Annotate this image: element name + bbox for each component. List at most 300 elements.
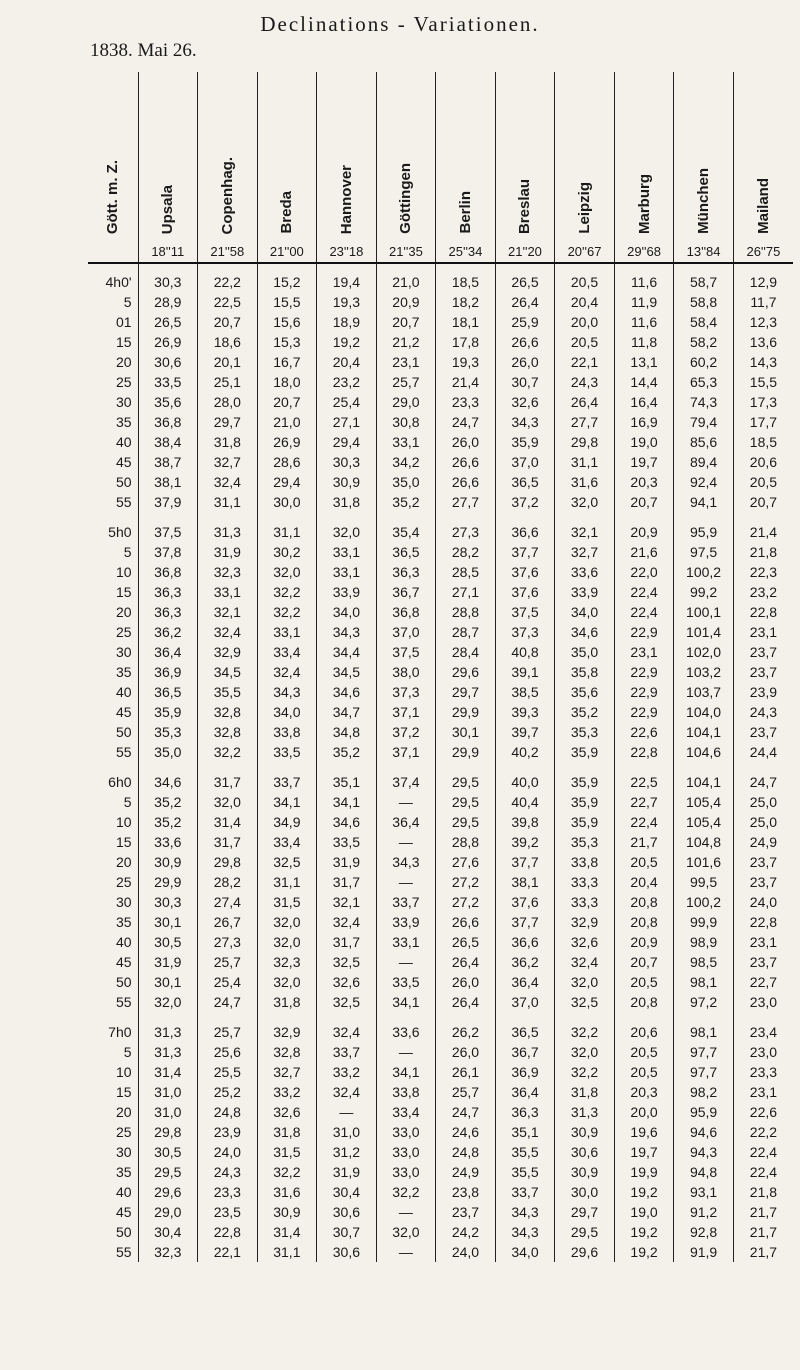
- value-cell: 31,2: [317, 1142, 377, 1162]
- value-cell: 18,9: [317, 312, 377, 332]
- time-cell: 20: [115, 854, 132, 870]
- value-cell: 32,8: [257, 1042, 317, 1062]
- value-cell: 32,0: [198, 792, 258, 812]
- value-cell: 35,2: [376, 492, 436, 512]
- value-cell: —: [376, 1202, 436, 1222]
- value-cell: 23,9: [733, 682, 793, 702]
- time-cell: 20: [115, 604, 132, 620]
- value-cell: 27,7: [436, 492, 496, 512]
- value-cell: 14,3: [733, 352, 793, 372]
- table-row: [88, 452, 793, 472]
- value-cell: 22,7: [733, 972, 793, 992]
- value-cell: 26,9: [257, 432, 317, 452]
- value-cell: 32,4: [555, 952, 615, 972]
- value-cell: 104,6: [674, 742, 734, 762]
- value-cell: 24,7: [198, 992, 258, 1012]
- value-cell: 17,8: [436, 332, 496, 352]
- time-cell: 5: [123, 1044, 132, 1060]
- value-cell: 19,2: [614, 1242, 674, 1262]
- value-cell: 35,6: [555, 682, 615, 702]
- time-cell: 30: [115, 1144, 132, 1160]
- value-cell: 23,7: [733, 852, 793, 872]
- value-cell: 35,3: [555, 832, 615, 852]
- time-cell: 45: [115, 704, 132, 720]
- value-cell: 32,2: [555, 1012, 615, 1042]
- value-cell: 31,1: [257, 1242, 317, 1262]
- column-header: [614, 72, 674, 263]
- value-cell: 36,9: [138, 662, 198, 682]
- value-cell: 22,1: [198, 1242, 258, 1262]
- table-row: [88, 762, 793, 792]
- value-cell: 33,8: [257, 722, 317, 742]
- value-cell: 32,4: [198, 622, 258, 642]
- value-cell: 23,0: [733, 1042, 793, 1062]
- value-cell: 36,7: [376, 582, 436, 602]
- column-name: Gött. m. Z.: [104, 159, 122, 234]
- value-cell: 28,6: [257, 452, 317, 472]
- value-cell: 20,7: [198, 312, 258, 332]
- value-cell: 36,8: [138, 562, 198, 582]
- value-cell: 37,0: [495, 992, 555, 1012]
- value-cell: 36,5: [495, 472, 555, 492]
- value-cell: 23,7: [436, 1202, 496, 1222]
- table-row: [88, 332, 793, 352]
- value-cell: 32,5: [257, 852, 317, 872]
- value-cell: 58,2: [674, 332, 734, 352]
- value-cell: 37,6: [495, 582, 555, 602]
- value-cell: 22,2: [733, 1122, 793, 1142]
- value-cell: 30,6: [555, 1142, 615, 1162]
- value-cell: 101,6: [674, 852, 734, 872]
- value-cell: 18,5: [733, 432, 793, 452]
- value-cell: 32,4: [198, 472, 258, 492]
- value-cell: 34,6: [317, 812, 377, 832]
- table-row: [88, 872, 793, 892]
- value-cell: 38,0: [376, 662, 436, 682]
- value-cell: 26,4: [555, 392, 615, 412]
- value-cell: 31,3: [138, 1012, 198, 1042]
- time-cell: 40: [115, 934, 132, 950]
- value-cell: 32,4: [317, 912, 377, 932]
- value-cell: 22,4: [614, 812, 674, 832]
- value-cell: 35,6: [138, 392, 198, 412]
- column-name: Breda: [278, 191, 296, 234]
- value-cell: 32,0: [257, 932, 317, 952]
- value-cell: 32,0: [555, 492, 615, 512]
- value-cell: 31,6: [257, 1182, 317, 1202]
- value-cell: 20,0: [614, 1102, 674, 1122]
- value-cell: 35,2: [555, 702, 615, 722]
- value-cell: 35,0: [376, 472, 436, 492]
- value-cell: 24,2: [436, 1222, 496, 1242]
- value-cell: 37,3: [376, 682, 436, 702]
- value-cell: 26,6: [436, 912, 496, 932]
- value-cell: 32,5: [317, 952, 377, 972]
- value-cell: 12,3: [733, 312, 793, 332]
- value-cell: 31,8: [555, 1082, 615, 1102]
- value-cell: 29,5: [436, 762, 496, 792]
- value-cell: 31,5: [257, 1142, 317, 1162]
- value-cell: 33,8: [376, 1082, 436, 1102]
- value-cell: 19,4: [317, 263, 377, 292]
- value-cell: 95,9: [674, 1102, 734, 1122]
- value-cell: 27,2: [436, 892, 496, 912]
- table-row: [88, 372, 793, 392]
- value-cell: 30,7: [495, 372, 555, 392]
- value-cell: 17,3: [733, 392, 793, 412]
- value-cell: 31,0: [317, 1122, 377, 1142]
- value-cell: 21,0: [257, 412, 317, 432]
- table-row: [88, 1042, 793, 1062]
- value-cell: 11,9: [614, 292, 674, 312]
- value-cell: 31,1: [257, 872, 317, 892]
- value-cell: 34,7: [317, 702, 377, 722]
- value-cell: 34,1: [376, 992, 436, 1012]
- time-cell: 10: [115, 564, 132, 580]
- value-cell: 34,6: [138, 762, 198, 792]
- value-cell: 100,1: [674, 602, 734, 622]
- value-cell: 24,9: [436, 1162, 496, 1182]
- value-cell: 22,9: [614, 662, 674, 682]
- value-cell: 102,0: [674, 642, 734, 662]
- value-cell: 98,5: [674, 952, 734, 972]
- value-cell: 23,2: [317, 372, 377, 392]
- value-cell: 15,5: [257, 292, 317, 312]
- value-cell: 58,8: [674, 292, 734, 312]
- time-cell: 50: [115, 974, 132, 990]
- value-cell: 36,4: [138, 642, 198, 662]
- value-cell: 25,2: [198, 1082, 258, 1102]
- table-row: [88, 492, 793, 512]
- value-cell: 36,3: [495, 1102, 555, 1122]
- column-offset: 21''00: [269, 244, 304, 259]
- value-cell: —: [376, 1242, 436, 1262]
- value-cell: 25,4: [198, 972, 258, 992]
- value-cell: 36,7: [495, 1042, 555, 1062]
- time-cell: 50: [115, 724, 132, 740]
- value-cell: 40,0: [495, 762, 555, 792]
- column-name: Göttingen: [397, 163, 415, 234]
- value-cell: 32,3: [138, 1242, 198, 1262]
- value-cell: 30,3: [317, 452, 377, 472]
- value-cell: 22,8: [614, 742, 674, 762]
- value-cell: 24,6: [436, 1122, 496, 1142]
- value-cell: 39,1: [495, 662, 555, 682]
- value-cell: 85,6: [674, 432, 734, 452]
- value-cell: 33,1: [376, 932, 436, 952]
- value-cell: 31,9: [198, 542, 258, 562]
- value-cell: 33,1: [317, 542, 377, 562]
- value-cell: 14,4: [614, 372, 674, 392]
- value-cell: 99,2: [674, 582, 734, 602]
- value-cell: 35,3: [138, 722, 198, 742]
- value-cell: 37,2: [495, 492, 555, 512]
- value-cell: 29,7: [436, 682, 496, 702]
- value-cell: 20,0: [555, 312, 615, 332]
- value-cell: 20,7: [376, 312, 436, 332]
- value-cell: 93,1: [674, 1182, 734, 1202]
- table-row: [88, 972, 793, 992]
- value-cell: 25,0: [733, 792, 793, 812]
- value-cell: 24,7: [733, 762, 793, 792]
- value-cell: 21,7: [733, 1222, 793, 1242]
- value-cell: 31,3: [198, 512, 258, 542]
- value-cell: 33,5: [138, 372, 198, 392]
- value-cell: 34,1: [376, 1062, 436, 1082]
- value-cell: 22,6: [614, 722, 674, 742]
- value-cell: 15,2: [257, 263, 317, 292]
- value-cell: 21,7: [733, 1202, 793, 1222]
- value-cell: 33,4: [257, 642, 317, 662]
- column-name: München: [695, 168, 713, 234]
- time-cell: 20: [115, 354, 132, 370]
- value-cell: 36,6: [495, 932, 555, 952]
- value-cell: 104,8: [674, 832, 734, 852]
- value-cell: 34,6: [555, 622, 615, 642]
- value-cell: 35,9: [495, 432, 555, 452]
- table-row: [88, 682, 793, 702]
- value-cell: 35,5: [198, 682, 258, 702]
- column-offset: 20''67: [567, 244, 602, 259]
- time-cell: 4h0': [105, 274, 132, 290]
- value-cell: 32,0: [138, 992, 198, 1012]
- value-cell: 26,0: [436, 972, 496, 992]
- value-cell: 35,9: [555, 762, 615, 792]
- value-cell: 39,8: [495, 812, 555, 832]
- value-cell: 15,6: [257, 312, 317, 332]
- value-cell: 24,8: [198, 1102, 258, 1122]
- value-cell: 32,1: [198, 602, 258, 622]
- value-cell: 97,7: [674, 1062, 734, 1082]
- value-cell: 23,8: [436, 1182, 496, 1202]
- value-cell: 29,6: [555, 1242, 615, 1262]
- value-cell: 37,6: [495, 892, 555, 912]
- value-cell: 32,6: [495, 392, 555, 412]
- table-row: [88, 1012, 793, 1042]
- table-row: [88, 892, 793, 912]
- value-cell: 20,5: [733, 472, 793, 492]
- value-cell: 33,3: [555, 872, 615, 892]
- value-cell: 94,8: [674, 1162, 734, 1182]
- page-title: Declinations - Variationen.: [260, 12, 540, 36]
- value-cell: 11,6: [614, 312, 674, 332]
- table-row: [88, 512, 793, 542]
- value-cell: 36,8: [138, 412, 198, 432]
- value-cell: 20,5: [555, 263, 615, 292]
- value-cell: 89,4: [674, 452, 734, 472]
- value-cell: 38,1: [138, 472, 198, 492]
- value-cell: 32,4: [317, 1012, 377, 1042]
- value-cell: 22,5: [198, 292, 258, 312]
- time-cell: 35: [115, 1164, 132, 1180]
- value-cell: 37,2: [376, 722, 436, 742]
- value-cell: 29,5: [555, 1222, 615, 1242]
- value-cell: 19,7: [614, 452, 674, 472]
- value-cell: 36,6: [495, 512, 555, 542]
- time-cell: 50: [115, 474, 132, 490]
- column-header: [257, 72, 317, 263]
- value-cell: 37,0: [376, 622, 436, 642]
- value-cell: 20,5: [614, 852, 674, 872]
- value-cell: 33,9: [376, 912, 436, 932]
- value-cell: 79,4: [674, 412, 734, 432]
- value-cell: 31,0: [138, 1082, 198, 1102]
- value-cell: 94,6: [674, 1122, 734, 1142]
- value-cell: 36,3: [376, 562, 436, 582]
- value-cell: 22,1: [555, 352, 615, 372]
- time-cell: 15: [115, 1084, 132, 1100]
- value-cell: 32,2: [257, 602, 317, 622]
- time-cell: 45: [115, 954, 132, 970]
- value-cell: 33,2: [317, 1062, 377, 1082]
- value-cell: 29,9: [436, 742, 496, 762]
- value-cell: 35,9: [138, 702, 198, 722]
- value-cell: 18,1: [436, 312, 496, 332]
- value-cell: 98,1: [674, 1012, 734, 1042]
- value-cell: 22,5: [614, 762, 674, 792]
- value-cell: 30,5: [138, 1142, 198, 1162]
- value-cell: 30,4: [317, 1182, 377, 1202]
- value-cell: 20,4: [614, 872, 674, 892]
- value-cell: 30,9: [555, 1162, 615, 1182]
- value-cell: 30,7: [317, 1222, 377, 1242]
- value-cell: 35,4: [376, 512, 436, 542]
- value-cell: 28,4: [436, 642, 496, 662]
- value-cell: 36,3: [138, 582, 198, 602]
- value-cell: 33,5: [257, 742, 317, 762]
- value-cell: 18,2: [436, 292, 496, 312]
- value-cell: 38,4: [138, 432, 198, 452]
- value-cell: 22,4: [733, 1162, 793, 1182]
- table-row: [88, 472, 793, 492]
- time-cell: 5: [123, 794, 132, 810]
- value-cell: 22,4: [733, 1142, 793, 1162]
- value-cell: 74,3: [674, 392, 734, 412]
- value-cell: 32,1: [555, 512, 615, 542]
- value-cell: 24,0: [733, 892, 793, 912]
- value-cell: 36,2: [138, 622, 198, 642]
- value-cell: 35,8: [555, 662, 615, 682]
- value-cell: 27,1: [436, 582, 496, 602]
- value-cell: 31,3: [555, 1102, 615, 1122]
- value-cell: 33,7: [257, 762, 317, 792]
- value-cell: 37,0: [495, 452, 555, 472]
- value-cell: 22,8: [733, 602, 793, 622]
- column-offset: 23''18: [329, 244, 364, 259]
- value-cell: 21,2: [376, 332, 436, 352]
- value-cell: 20,9: [614, 512, 674, 542]
- value-cell: 31,6: [555, 472, 615, 492]
- value-cell: 37,7: [495, 912, 555, 932]
- value-cell: 37,4: [376, 762, 436, 792]
- value-cell: 32,6: [257, 1102, 317, 1122]
- value-cell: 31,8: [198, 432, 258, 452]
- value-cell: 20,5: [614, 1042, 674, 1062]
- time-cell: 35: [115, 914, 132, 930]
- value-cell: 32,9: [198, 642, 258, 662]
- value-cell: 19,9: [614, 1162, 674, 1182]
- value-cell: 25,7: [198, 952, 258, 972]
- value-cell: 58,4: [674, 312, 734, 332]
- value-cell: 97,5: [674, 542, 734, 562]
- value-cell: 92,8: [674, 1222, 734, 1242]
- value-cell: 35,5: [495, 1142, 555, 1162]
- value-cell: 23,7: [733, 722, 793, 742]
- time-cell: 25: [115, 1124, 132, 1140]
- value-cell: 25,1: [198, 372, 258, 392]
- table-row: [88, 832, 793, 852]
- time-cell: 40: [115, 684, 132, 700]
- table-body: [88, 263, 793, 1262]
- value-cell: 104,0: [674, 702, 734, 722]
- value-cell: 28,2: [436, 542, 496, 562]
- value-cell: 34,3: [317, 622, 377, 642]
- value-cell: 33,9: [317, 582, 377, 602]
- column-name: Copenhag.: [218, 156, 236, 234]
- value-cell: 35,3: [555, 722, 615, 742]
- value-cell: 18,6: [198, 332, 258, 352]
- value-cell: 34,4: [317, 642, 377, 662]
- value-cell: 31,1: [555, 452, 615, 472]
- value-cell: 58,7: [674, 263, 734, 292]
- value-cell: 22,0: [614, 562, 674, 582]
- value-cell: 19,0: [614, 1202, 674, 1222]
- value-cell: 36,3: [138, 602, 198, 622]
- value-cell: 104,1: [674, 722, 734, 742]
- date-subtitle: 1838. Mai 26.: [90, 40, 197, 61]
- value-cell: 20,8: [614, 992, 674, 1012]
- column-offset: 18''11: [151, 244, 185, 259]
- value-cell: 33,9: [555, 582, 615, 602]
- value-cell: 20,8: [614, 912, 674, 932]
- value-cell: 32,0: [555, 1042, 615, 1062]
- value-cell: 27,7: [555, 412, 615, 432]
- value-cell: 32,5: [317, 992, 377, 1012]
- value-cell: —: [376, 872, 436, 892]
- value-cell: 35,1: [317, 762, 377, 792]
- value-cell: 34,3: [495, 1202, 555, 1222]
- value-cell: 94,1: [674, 492, 734, 512]
- value-cell: 11,6: [614, 263, 674, 292]
- value-cell: 32,5: [555, 992, 615, 1012]
- value-cell: 24,9: [733, 832, 793, 852]
- value-cell: 18,5: [436, 263, 496, 292]
- value-cell: 33,6: [555, 562, 615, 582]
- value-cell: 30,9: [257, 1202, 317, 1222]
- value-cell: 20,7: [733, 492, 793, 512]
- value-cell: 25,6: [198, 1042, 258, 1062]
- value-cell: 33,4: [376, 1102, 436, 1122]
- column-name: Berlin: [456, 191, 474, 234]
- time-cell: 55: [115, 994, 132, 1010]
- value-cell: 24,7: [436, 412, 496, 432]
- value-cell: 22,4: [614, 582, 674, 602]
- value-cell: 22,9: [614, 682, 674, 702]
- column-header: [198, 72, 258, 263]
- value-cell: 19,2: [317, 332, 377, 352]
- value-cell: 28,9: [138, 292, 198, 312]
- value-cell: 23,1: [376, 352, 436, 372]
- time-cell: 40: [115, 434, 132, 450]
- value-cell: 19,2: [614, 1222, 674, 1242]
- value-cell: 23,5: [198, 1202, 258, 1222]
- time-cell: 30: [115, 394, 132, 410]
- value-cell: 20,7: [614, 492, 674, 512]
- time-cell: 25: [115, 624, 132, 640]
- value-cell: 32,4: [317, 1082, 377, 1102]
- column-header: [138, 72, 198, 263]
- value-cell: 32,6: [555, 932, 615, 952]
